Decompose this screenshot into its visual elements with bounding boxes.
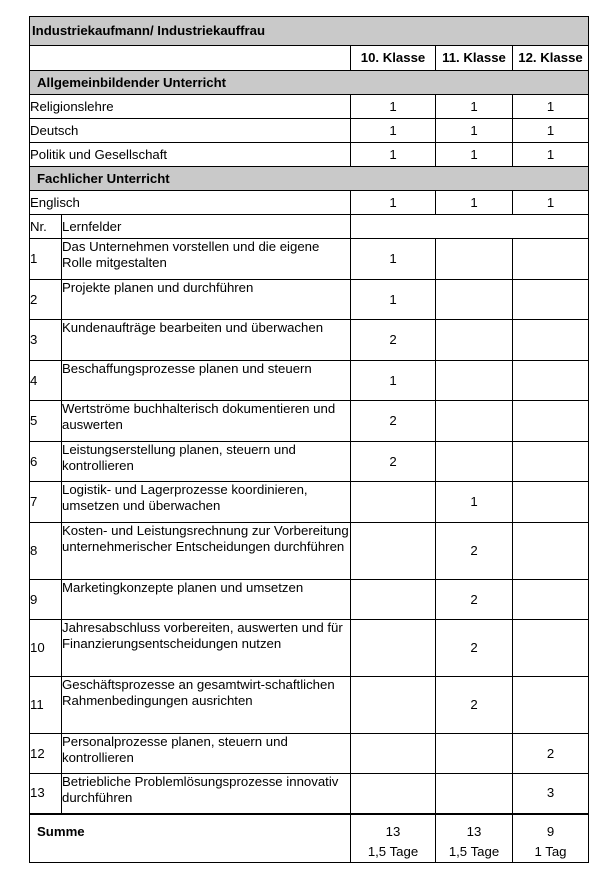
hours-cell: 1: [436, 191, 513, 215]
hours-cell: [436, 239, 513, 280]
hours-cell: 1: [513, 119, 589, 143]
hours-cell: [351, 482, 436, 523]
hours-cell: 1: [351, 361, 436, 401]
hours-cell: 2: [436, 580, 513, 620]
hours-cell: 2: [351, 320, 436, 361]
header-empty-cell: [30, 46, 351, 71]
column-header-row: [30, 46, 589, 71]
hours-cell: [436, 734, 513, 774]
hours-cell: [513, 677, 589, 734]
hours-cell: [436, 442, 513, 482]
hours-cell: [436, 361, 513, 401]
lernfeld-row: [30, 734, 589, 774]
hours-cell: 1: [351, 119, 436, 143]
summe-total: 13: [385, 823, 401, 839]
lernfeld-row: [30, 442, 589, 482]
column-header-10: 10. Klasse: [351, 46, 436, 71]
hours-cell: 1: [351, 239, 436, 280]
hours-cell: [351, 580, 436, 620]
hours-cell: 1: [513, 143, 589, 167]
summe-cell-12: [513, 814, 589, 863]
hours-cell: [351, 523, 436, 580]
hours-cell: [513, 280, 589, 320]
section-row-general: [30, 71, 589, 95]
section-title-general: Allgemeinbildender Unterricht: [30, 71, 589, 95]
hours-cell: 1: [513, 191, 589, 215]
lernfeld-nr: 2: [30, 280, 62, 320]
lernfeld-label: Personalprozesse planen, steuern und kontrollieren: [62, 734, 351, 774]
lernfeld-row: [30, 482, 589, 523]
lernfeld-row: [30, 523, 589, 580]
summe-days: 1,5 Tage: [448, 843, 500, 859]
table-row: [30, 119, 589, 143]
hours-cell: [351, 620, 436, 677]
hours-cell: 1: [436, 119, 513, 143]
lernfeld-nr: 10: [30, 620, 62, 677]
lernfeld-nr: 5: [30, 401, 62, 442]
hours-cell: 1: [351, 280, 436, 320]
lernfeld-nr: 3: [30, 320, 62, 361]
summe-total: 13: [466, 823, 482, 839]
hours-cell: [513, 482, 589, 523]
hours-cell: 1: [436, 95, 513, 119]
nr-header: Nr.: [30, 215, 62, 239]
lernfeld-label: Leistungserstellung planen, steuern und kontrollieren: [62, 442, 351, 482]
subject-label: Deutsch: [30, 119, 351, 143]
title-row: [30, 17, 589, 46]
hours-cell: [513, 620, 589, 677]
hours-cell: [513, 239, 589, 280]
hours-cell: [513, 523, 589, 580]
lernfeld-row: [30, 677, 589, 734]
summe-label: Summe: [30, 814, 351, 863]
summe-total: 9: [546, 823, 555, 839]
hours-cell: 2: [351, 442, 436, 482]
section-title-subject: Fachlicher Unterricht: [30, 167, 589, 191]
lernfeld-nr: 6: [30, 442, 62, 482]
lernfeld-label: Geschäftsprozesse an gesamtwirt-schaftlichen Rahmenbedingungen ausrichten: [62, 677, 351, 734]
summe-cell-11: [436, 814, 513, 863]
hours-cell: [351, 734, 436, 774]
lernfeld-label: Das Unternehmen vorstellen und die eigene Rolle mitgestalten: [62, 239, 351, 280]
column-header-12: 12. Klasse: [513, 46, 589, 71]
hours-cell: [351, 677, 436, 734]
hours-cell: 1: [351, 143, 436, 167]
header-empty-cell: [351, 215, 589, 239]
lernfeld-label: Jahresabschluss vorbereiten, auswerten und für Finanzierungsentscheidungen nutzen: [62, 620, 351, 677]
lernfeld-nr: 1: [30, 239, 62, 280]
hours-cell: 2: [436, 677, 513, 734]
lernfeld-label: Marketingkonzepte planen und umsetzen: [62, 580, 351, 620]
lernfeld-row: [30, 580, 589, 620]
hours-cell: 3: [513, 774, 589, 814]
column-header-11: 11. Klasse: [436, 46, 513, 71]
summe-cell-10: [351, 814, 436, 863]
summe-days: 1 Tag: [534, 843, 567, 859]
lernfeld-label: Wertströme buchhalterisch dokumentieren und auswerten: [62, 401, 351, 442]
lernfeld-nr: 13: [30, 774, 62, 814]
lernfelder-header: Lernfelder: [62, 215, 351, 239]
hours-cell: 1: [351, 95, 436, 119]
section-row-subject: [30, 167, 589, 191]
hours-cell: 1: [351, 191, 436, 215]
hours-cell: 2: [436, 620, 513, 677]
lernfeld-label: Kosten- und Leistungsrechnung zur Vorbereitung unternehmerischer Entscheidungen durchführen: [62, 523, 351, 580]
hours-cell: [513, 442, 589, 482]
subject-label: Politik und Gesellschaft: [30, 143, 351, 167]
lernfeld-nr: 7: [30, 482, 62, 523]
hours-cell: 2: [436, 523, 513, 580]
hours-cell: [436, 280, 513, 320]
subject-label: Religionslehre: [30, 95, 351, 119]
lernfelder-body: [30, 239, 589, 814]
lernfeld-label: Betriebliche Problemlösungsprozesse innovativ durchführen: [62, 774, 351, 814]
lernfeld-label: Logistik- und Lagerprozesse koordinieren, umsetzen und überwachen: [62, 482, 351, 523]
lernfeld-nr: 9: [30, 580, 62, 620]
hours-cell: [351, 774, 436, 814]
table-row: [30, 143, 589, 167]
lernfeld-row: [30, 401, 589, 442]
hours-cell: [513, 320, 589, 361]
lernfeld-nr: 8: [30, 523, 62, 580]
table-row: [30, 191, 589, 215]
hours-cell: [436, 774, 513, 814]
lernfeld-row: [30, 239, 589, 280]
lernfeld-row: [30, 774, 589, 814]
hours-cell: 2: [513, 734, 589, 774]
hours-cell: 1: [513, 95, 589, 119]
table-title: Industriekaufmann/ Industriekauffrau: [30, 17, 589, 46]
lernfeld-row: [30, 280, 589, 320]
stundentafel-table: [29, 16, 589, 863]
hours-cell: [436, 320, 513, 361]
hours-cell: 1: [436, 143, 513, 167]
hours-cell: [513, 361, 589, 401]
lernfeld-label: Projekte planen und durchführen: [62, 280, 351, 320]
table-row: [30, 95, 589, 119]
hours-cell: 1: [436, 482, 513, 523]
hours-cell: [513, 580, 589, 620]
lernfeld-row: [30, 620, 589, 677]
lernfeld-nr: 4: [30, 361, 62, 401]
hours-cell: [513, 401, 589, 442]
lernfeld-row: [30, 361, 589, 401]
lernfeld-label: Beschaffungsprozesse planen und steuern: [62, 361, 351, 401]
summe-days: 1,5 Tage: [367, 843, 419, 859]
lernfeld-label: Kundenaufträge bearbeiten und überwachen: [62, 320, 351, 361]
summe-row: [30, 814, 589, 863]
subject-label: Englisch: [30, 191, 351, 215]
lernfeld-nr: 12: [30, 734, 62, 774]
hours-cell: [436, 401, 513, 442]
lernfelder-header-row: [30, 215, 589, 239]
hours-cell: 2: [351, 401, 436, 442]
lernfeld-nr: 11: [30, 677, 62, 734]
lernfeld-row: [30, 320, 589, 361]
